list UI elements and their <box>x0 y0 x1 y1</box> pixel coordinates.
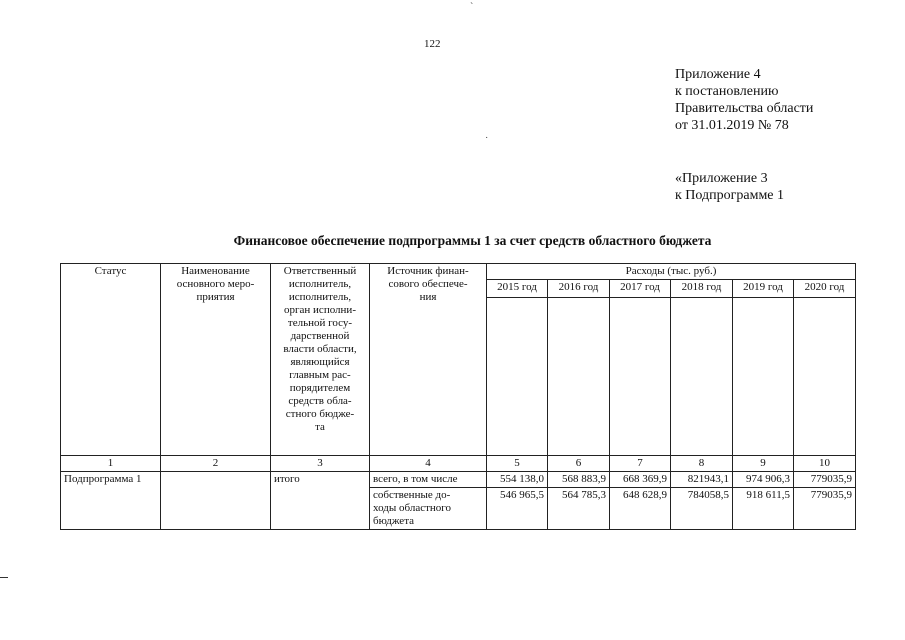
header-year: 2020 год <box>794 280 856 298</box>
value-cell: 546 965,5 <box>487 488 548 530</box>
column-number: 7 <box>610 456 671 472</box>
appendix-line: от 31.01.2019 № 78 <box>675 118 789 133</box>
header-line: орган исполни- <box>284 304 356 316</box>
page-number: 122 <box>424 38 441 50</box>
value-cell: 668 369,9 <box>610 472 671 488</box>
value-cell: 564 785,3 <box>548 488 610 530</box>
header-line: средств обла- <box>288 395 352 407</box>
header-year: 2015 год <box>487 280 548 298</box>
value-cell: 568 883,9 <box>548 472 610 488</box>
header-line: Ответственный <box>283 265 357 277</box>
year-column-body <box>794 298 856 456</box>
value-cell: 779035,9 <box>794 488 856 530</box>
column-number: 5 <box>487 456 548 472</box>
row-source <box>370 488 487 530</box>
header-source <box>370 264 487 456</box>
year-column-body <box>487 298 548 456</box>
table-row <box>61 472 856 488</box>
row-status: Подпрограмма 1 <box>61 472 161 530</box>
header-line: исполнитель, <box>288 291 352 303</box>
appendix-line: к постановлению <box>675 84 779 99</box>
appendix-block <box>675 66 813 134</box>
header-line: Источник финан- <box>387 265 469 277</box>
scan-speck: ` <box>470 2 474 13</box>
value-cell: 554 138,0 <box>487 472 548 488</box>
value-cell: 779035,9 <box>794 472 856 488</box>
column-number: 2 <box>161 456 271 472</box>
header-name <box>161 264 271 456</box>
column-number: 9 <box>733 456 794 472</box>
row-responsible: итого <box>271 472 370 530</box>
header-line: тельной госу- <box>287 317 353 329</box>
header-line: ния <box>419 291 437 303</box>
document-title: Финансовое обеспечение подпрограммы 1 за счет средств областного бюджета <box>233 233 712 248</box>
header-name-line: основного меро- <box>176 278 255 290</box>
column-number: 10 <box>794 456 856 472</box>
value-cell: 918 611,5 <box>733 488 794 530</box>
appendix-line: Приложение 4 <box>675 67 761 82</box>
header-line: являющийся <box>290 356 350 368</box>
header-name-line: приятия <box>196 291 235 303</box>
appendix-block-2 <box>675 170 784 204</box>
header-year: 2019 год <box>733 280 794 298</box>
appendix-line: Правительства области <box>675 101 814 116</box>
column-number: 1 <box>61 456 161 472</box>
column-number-row <box>61 456 856 472</box>
year-column-body <box>733 298 794 456</box>
finance-table <box>60 263 856 530</box>
appendix-line: к Подпрограмме 1 <box>675 188 785 203</box>
header-line: та <box>315 421 325 433</box>
value-cell: 974 906,3 <box>733 472 794 488</box>
appendix-line: «Приложение 3 <box>675 171 768 186</box>
header-line: главным рас- <box>289 369 351 381</box>
scan-mark <box>0 577 8 578</box>
value-cell: 648 628,9 <box>610 488 671 530</box>
header-line: сового обеспече- <box>388 278 468 290</box>
header-line: порядителем <box>289 382 351 394</box>
year-column-body <box>610 298 671 456</box>
header-name-line: Наименование <box>181 265 250 277</box>
source-line: бюджета <box>373 515 415 527</box>
column-number: 4 <box>370 456 487 472</box>
header-year: 2017 год <box>610 280 671 298</box>
year-column-body <box>671 298 733 456</box>
header-expenses: Расходы (тыс. руб.) <box>487 264 856 280</box>
header-line: власти области, <box>283 343 357 355</box>
row-name <box>161 472 271 530</box>
scan-speck: ˙ <box>485 136 489 147</box>
value-cell: 821943,1 <box>671 472 733 488</box>
row-source: всего, в том числе <box>370 472 487 488</box>
header-responsible <box>271 264 370 456</box>
header-year: 2018 год <box>671 280 733 298</box>
header-year: 2016 год <box>548 280 610 298</box>
source-line: ходы областного <box>373 502 452 514</box>
column-number: 8 <box>671 456 733 472</box>
year-column-body <box>548 298 610 456</box>
column-number: 6 <box>548 456 610 472</box>
source-line: собственные до- <box>373 489 451 501</box>
header-line: стного бюдже- <box>285 408 355 420</box>
header-status: Статус <box>61 264 161 456</box>
value-cell: 784058,5 <box>671 488 733 530</box>
header-line: исполнитель, <box>288 278 352 290</box>
column-number: 3 <box>271 456 370 472</box>
header-line: дарственной <box>290 330 350 342</box>
